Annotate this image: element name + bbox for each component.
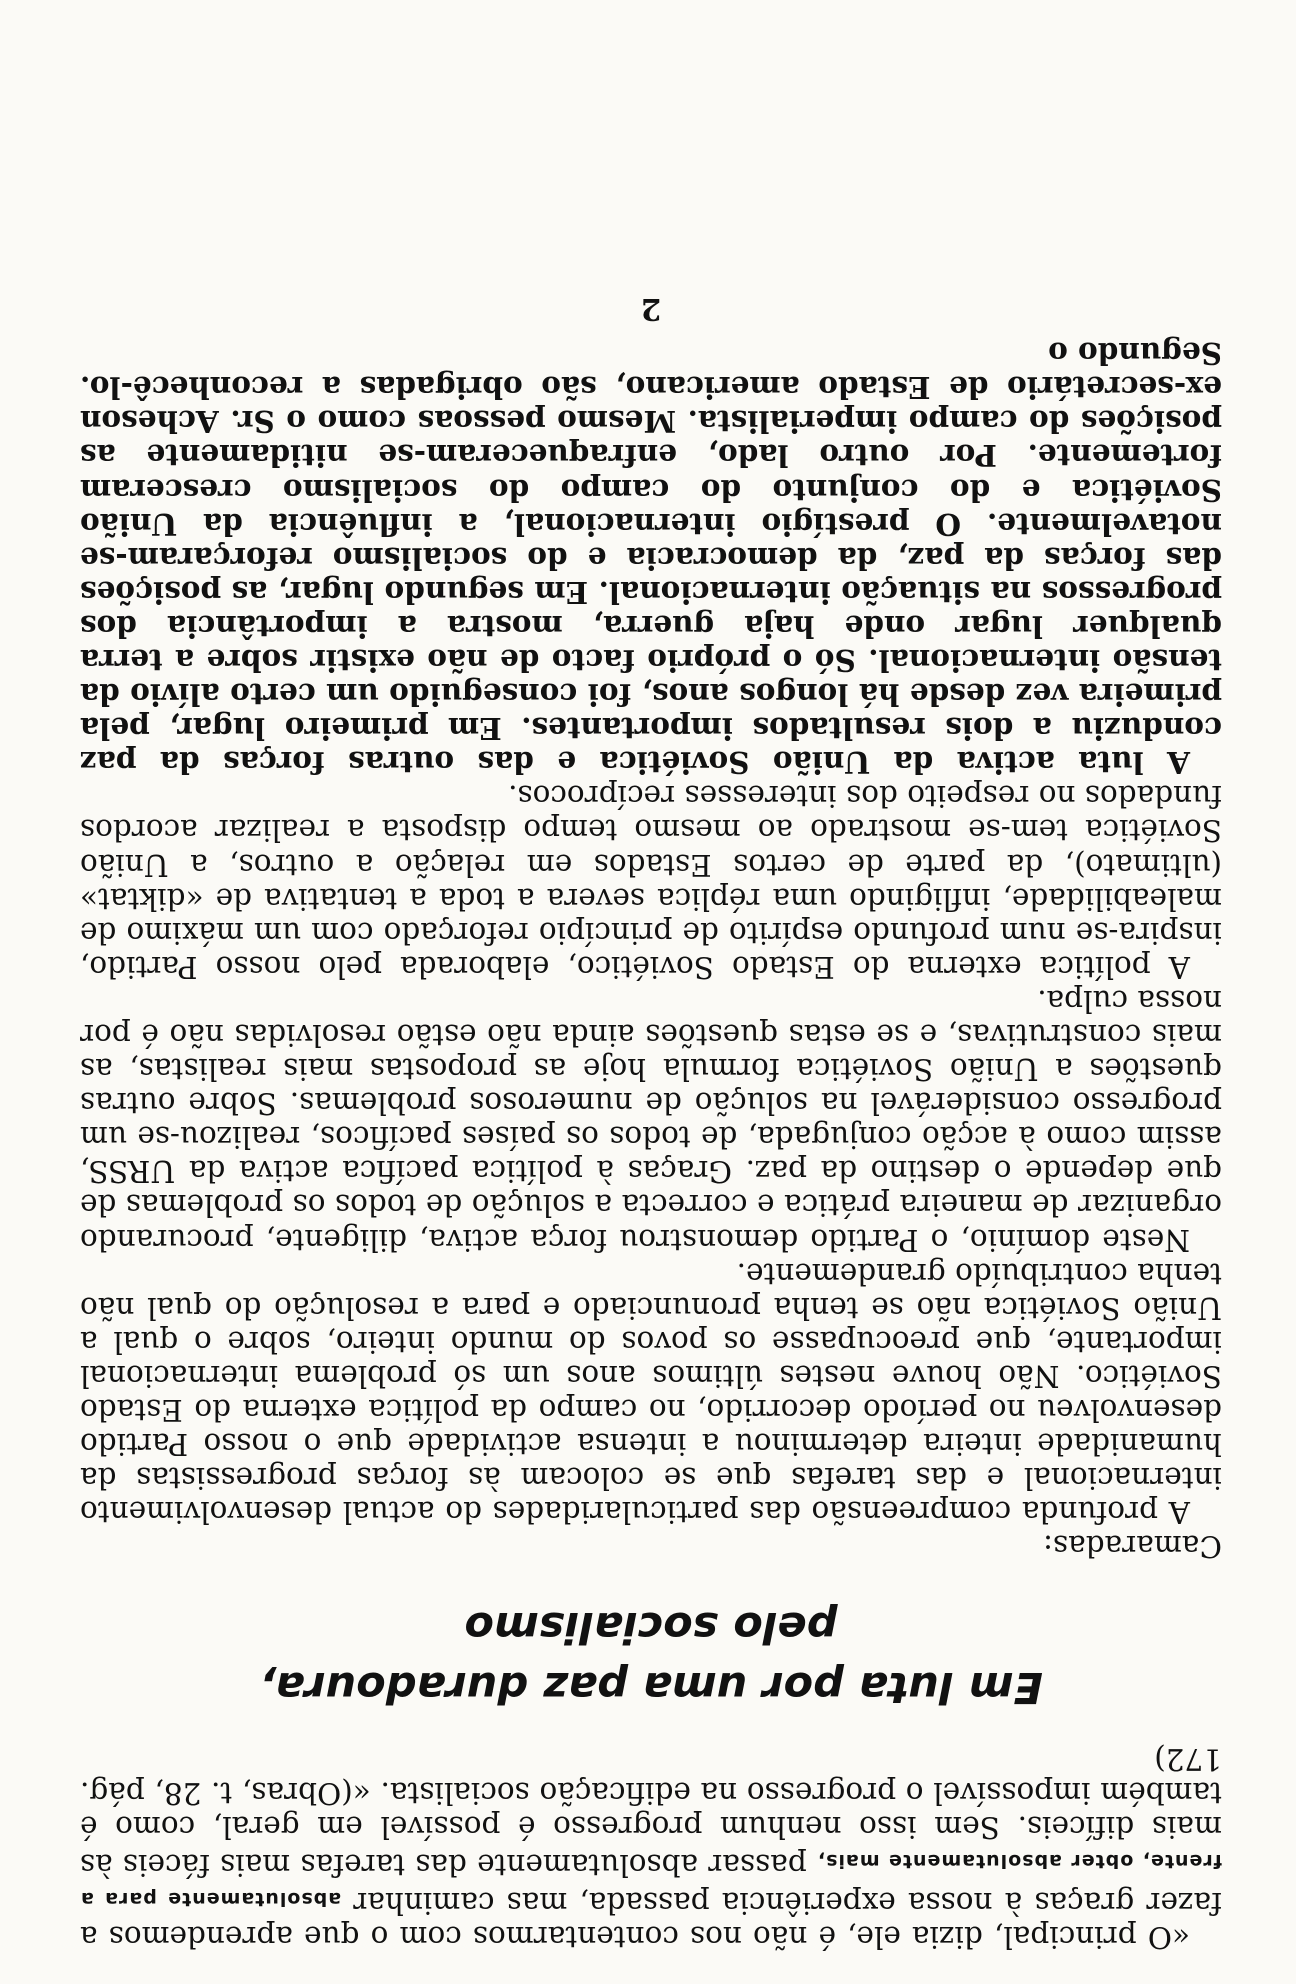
body-paragraph-2: Neste domínio, o Partido demonstrou força activa, diligente, procurando organizar de maneira prática e correcta a solução de todos os problemas de que depende o destino da paz. Graças à política pacífica activa da URSS, assim como à acção conjugada, de todos os países pacíficos, realizou-se um progresso considerável na solução de numerosos problemas. Sobre outras questões a União Soviética formula hoje as propostas mais realistas, as mais construtivas, e se estas questões ainda não estão resolvidas não é por nossa culpa. [80,983,1222,1257]
page-number: 2 [640,292,662,328]
body-paragraph-4: A luta activa da União Soviética e das outras forças da paz conduziu a dois resultados importantes. Em primeiro lugar, pela primeira vez desde há longos anos, foi conseguido um certo alívio da tensão internacional. Só o próprio facto de não existir sobre a terra qualquer lugar onde haja guerra, mostra a importância dos progressos na situação internacional. Em segundo lugar, as posições das forças da paz, da democracia e do socialismo reforçaram-se notavelmente. O prestígio internacional, a influência da União Soviética e do conjunto do campo do socialismo cresceram fortemente. Por outro lado, enfraqueceram-se nitidamente as posições do campo imperialista. Mesmo pessoas como o Sr. Acheson ex-secretário de Estado americano, são obrigadas a reconhecê-lo. Segundo o [80,336,1222,781]
quote-text-start: «O principal, dizia ele, é não nos contentarmos com o que aprendemos a fazer graças à nossa experiência passada, mas caminhar [80,1885,1222,1954]
section-title-line-1: Em luta por uma paz duradoura, [259,1662,1043,1713]
section-title-line-2: pelo socialismo [464,1602,838,1653]
salutation: Camaradas: [1043,1529,1222,1564]
document-body [80,292,1222,1954]
body-paragraph-3: A política externa do Estado Soviético, elaborada pelo nosso Partido, inspira-se num profundo espírito de princípio reforçado com um máximo de maleabilidade, infligindo uma réplica severa a toda a tentativa de «diktat» (ultimato), da parte de certos Estados em relação a outros, a União Soviética tem-se mostrado ao mesmo tempo disposta a realizar acordos fundados no respeito dos interesses recíprocos. [80,779,1222,984]
quote-text-end: passar absolutamente das tarefas mais fáceis às mais difíceis. Sem isso nenhum progresso é possível em geral, como é também impossível o progresso na edificação socialista. «(Obras, t. 28, pág. 172) [79,1741,1222,1882]
quote-paragraph [80,1741,1222,1954]
quote-emphasis: absolutamente para a frente, obter absolutamente mais, [80,1849,1222,1910]
body-paragraph-1: A profunda compreensão das particularidades do actual desenvolvimento internacional e das tarefas que se colocam às forças progressistas da humanidade inteira determinou a intensa actividade que o nosso Partido desenvolveu no período decorrido, no campo da política externa do Estado Soviético. Não houve nestes últimos anos um só problema internacional importante, que preocupasse os povos do mundo inteiro, sobre o qual a União Soviética não se tenha pronunciado e para a resolução do qual não tenha contribuído grandemente. [80,1256,1222,1530]
